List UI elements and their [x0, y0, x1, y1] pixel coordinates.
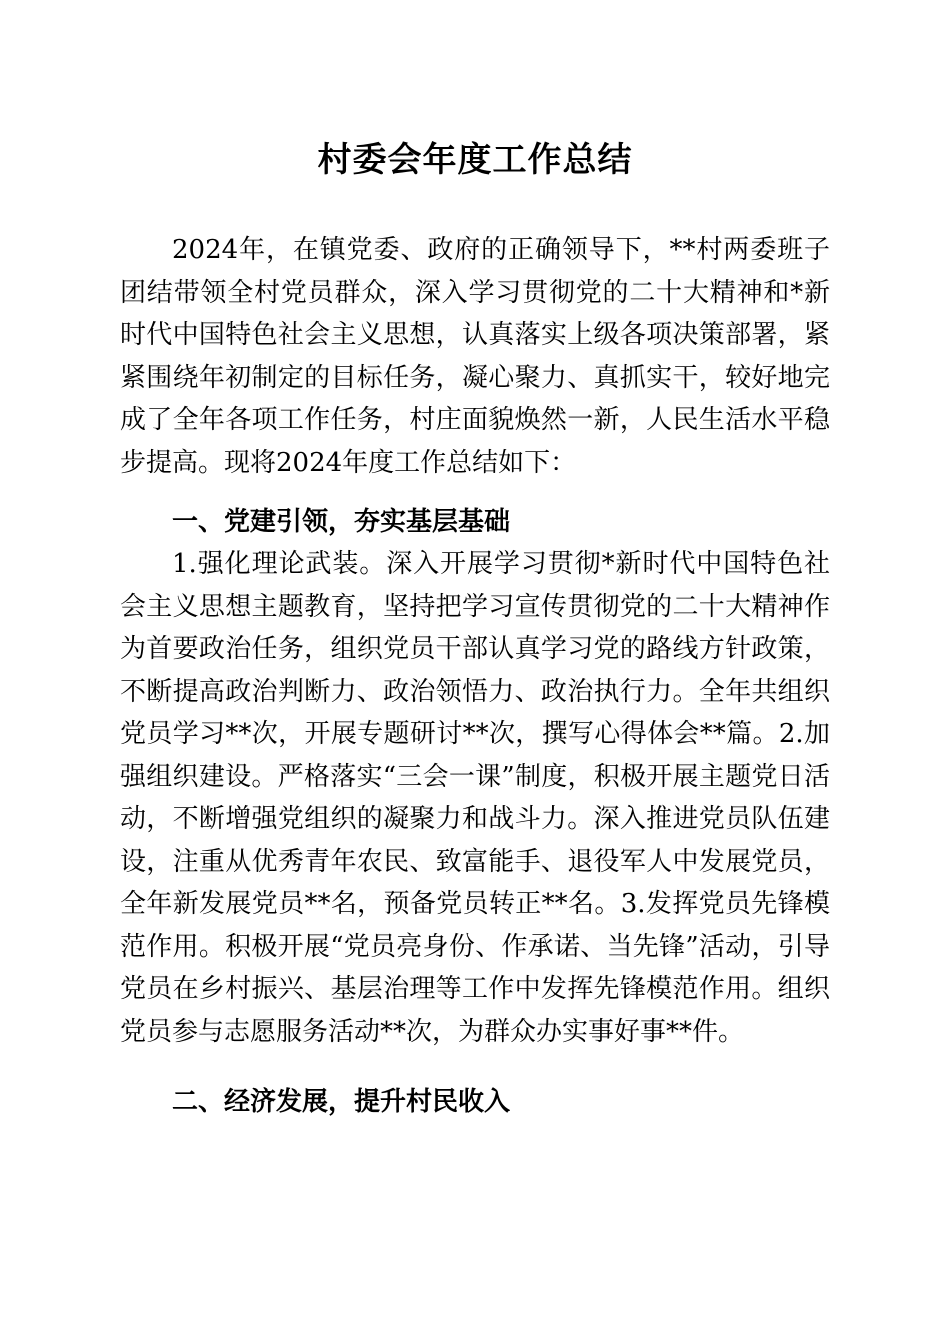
section-heading-party-building: 一、党建引领，夯实基层基础: [172, 507, 511, 537]
section-heading-economic-development: 二、经济发展，提升村民收入: [172, 1087, 511, 1117]
section-paragraph-party-building: 1.强化理论武装。深入开展学习贯彻*新时代中国特色社会主义思想主题教育，坚持把学习宣传贯彻党的二十大精神作为首要政治任务，组织党员干部认真学习党的路线方针政策，不断提高政治判断力、政治领悟力、政治执行力。全年共组织党员学习**次，开展专题研讨**次，撰写心得体会**篇。2.加强组织建设。严格落实“三会一课”制度，积极开展主题党日活动，不断增强党组织的凝聚力和战斗力。深入推进党员队伍建设，注重从优秀青年农民、致富能手、退役军人中发展党员，全年新发展党员**名，预备党员转正**名。3.发挥党员先锋模范作用。积极开展“党员亮身份、作承诺、当先锋”活动，引导党员在乡村振兴、基层治理等工作中发挥先锋模范作用。组织党员参与志愿服务活动**次，为群众办实事好事**件。: [120, 549, 830, 1047]
intro-paragraph: 2024年，在镇党委、政府的正确领导下，**村两委班子团结带领全村党员群众，深入学习贯彻党的二十大精神和*新时代中国特色社会主义思想，认真落实上级各项决策部署，紧紧围绕年初制定的目标任务，凝心聚力、真抓实干，较好地完成了全年各项工作任务，村庄面貌焕然一新，人民生活水平稳步提高。现将2024年度工作总结如下：: [120, 235, 830, 478]
document-title: 村委会年度工作总结: [317, 140, 633, 180]
